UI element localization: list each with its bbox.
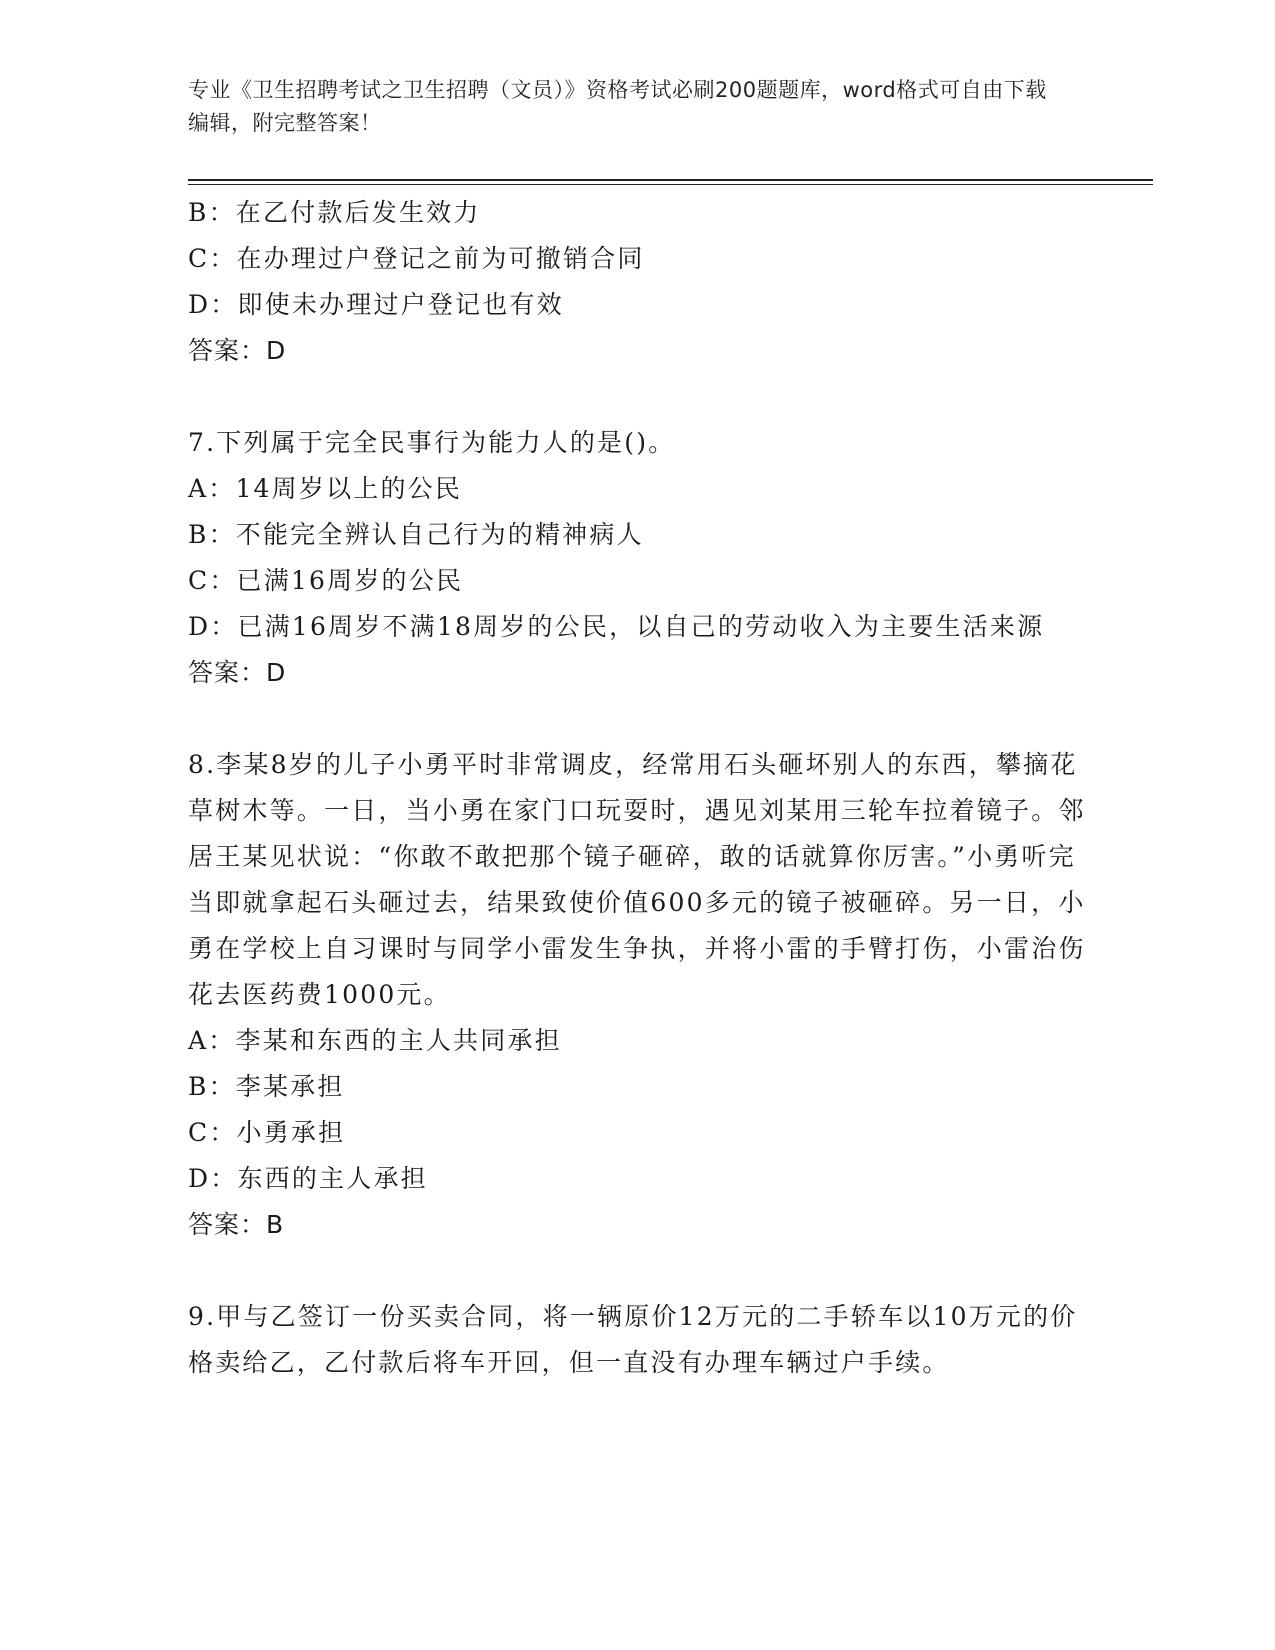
- option-a: A：李某和东西的主人共同承担: [188, 1026, 562, 1055]
- option-d: D：东西的主人承担: [188, 1164, 428, 1193]
- question-8: [188, 742, 1088, 1248]
- answer-line: 答案：D: [188, 658, 287, 687]
- question-7: [188, 420, 1088, 696]
- question-stem: 8.李某8岁的儿子小勇平时非常调皮，经常用石头砸坏别人的东西，攀摘花草树木等。一日，当小勇在家门口玩耍时，遇见刘某用三轮车拉着镜子。邻居王某见状说：“你敢不敢把那个镜子砸碎，敢的话就算你厉害。”小勇听完当即就拿起石头砸过去，结果致使价值600多元的镜子被砸碎。另一日，小勇在学校上自习课时与同学小雷发生争执，并将小雷的手臂打伤，小雷治伤花去医药费1000元。: [188, 750, 1086, 1009]
- document-header: 专业《卫生招聘考试之卫生招聘（文员）》资格考试必刷200题题库，word格式可自由下载编辑，附完整答案！: [188, 78, 1047, 135]
- option-c: C：已满16周岁的公民: [188, 566, 464, 595]
- option-c: C：小勇承担: [188, 1118, 346, 1147]
- question-9: [188, 1294, 1088, 1386]
- option-b: B：李某承担: [188, 1072, 345, 1101]
- question-stem: 9.甲与乙签订一份买卖合同，将一辆原价12万元的二手轿车以10万元的价格卖给乙，乙付款后将车开回，但一直没有办理车辆过户手续。: [188, 1302, 1078, 1377]
- header-divider-thick: [188, 179, 1153, 181]
- header-divider-thin: [188, 184, 1153, 185]
- previous-question-tail: [188, 190, 1088, 374]
- option-a: A：14周岁以上的公民: [188, 474, 463, 503]
- answer-line: 答案：B: [188, 1210, 285, 1239]
- answer-line: 答案：D: [188, 336, 287, 365]
- option-b: B：在乙付款后发生效力: [188, 198, 481, 227]
- question-stem: 7.下列属于完全民事行为能力人的是()。: [188, 428, 676, 457]
- option-b: B：不能完全辨认自己行为的精神病人: [188, 520, 644, 549]
- option-d: D：即使未办理过户登记也有效: [188, 290, 564, 319]
- document-body: [188, 190, 1088, 1386]
- option-d: D：已满16周岁不满18周岁的公民，以自己的劳动收入为主要生活来源: [188, 612, 1045, 641]
- option-c: C：在办理过户登记之前为可撤销合同: [188, 244, 645, 273]
